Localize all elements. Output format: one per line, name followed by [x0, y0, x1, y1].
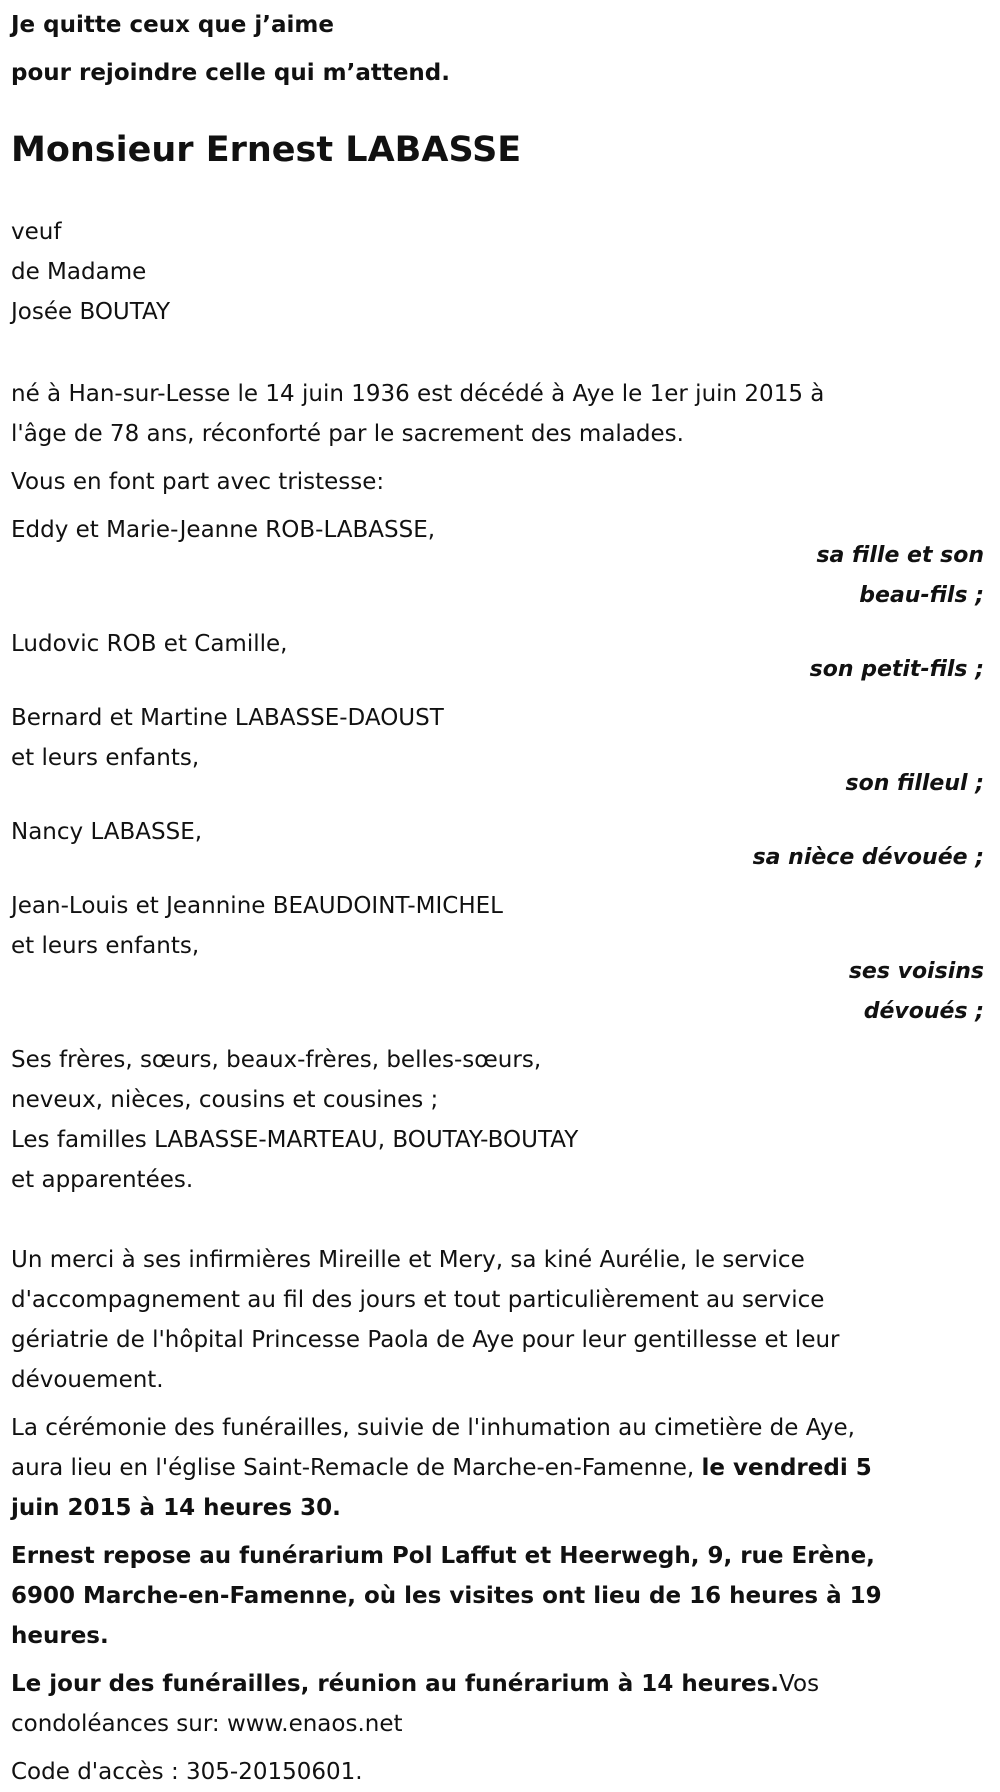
spouse-block — [11, 212, 990, 332]
day-meeting: Le jour des funérailles, réunion au funérarium à 14 heures. — [11, 1671, 780, 1697]
announce-text: Vous en font part avec tristesse: — [11, 469, 385, 495]
relative-name: Nancy LABASSE, — [11, 819, 203, 845]
relative-entry — [11, 886, 990, 1032]
ceremony-location: aura lieu en l'église Saint-Remacle de Marche-en-Famenne, — [11, 1455, 702, 1481]
relative-role — [731, 536, 990, 616]
spouse-line-1: veuf — [11, 219, 62, 245]
relative-role: son petit-fils ; — [809, 657, 984, 682]
access-code: Code d'accès : 305-20150601. — [11, 1759, 363, 1785]
family-line-3: Les familles LABASSE-MARTEAU, BOUTAY-BOUTAY — [11, 1127, 579, 1153]
funeral-day-paragraph — [11, 1664, 990, 1744]
relative-entry — [11, 510, 990, 616]
spouse-line-2: de Madame — [11, 259, 147, 285]
thanks-paragraph — [11, 1240, 990, 1400]
birth-line-1: né à Han-sur-Lesse le 14 juin 1936 est décédé à Aye le 1er juin 2015 à — [11, 381, 825, 407]
family-line-4: et apparentées. — [11, 1167, 194, 1193]
relative-name-line-2: et leurs enfants, — [11, 933, 200, 959]
thanks-line-1: Un merci à ses infirmières Mireille et Mery, sa kiné Aurélie, le service — [11, 1247, 805, 1273]
relative-role: son filleul ; — [845, 771, 984, 796]
day-condolences-start: Vos — [779, 1671, 820, 1697]
spouse-line-3: Josée BOUTAY — [11, 299, 171, 325]
relative-name: Ludovic ROB et Camille, — [11, 631, 288, 657]
family-line-2: neveux, nièces, cousins et cousines ; — [11, 1087, 439, 1113]
repose-line-1: Ernest repose au funérarium Pol Laffut et Heerwegh, 9, rue Erène, — [11, 1543, 875, 1569]
relative-role — [811, 952, 990, 1032]
relative-entry — [11, 624, 990, 690]
thanks-line-2: d'accompagnement au fil des jours et tout particulièrement au service — [11, 1287, 825, 1313]
quote-line-2: pour rejoindre celle qui m’attend. — [11, 60, 451, 86]
quote-line-1: Je quitte ceux que j’aime — [11, 12, 334, 38]
condolences-line: condoléances sur: www.enaos.net — [11, 1711, 403, 1737]
deceased-name: Monsieur Ernest LABASSE — [11, 130, 522, 170]
relative-name-line-2: et leurs enfants, — [11, 745, 200, 771]
ceremony-line-3 — [11, 1488, 990, 1528]
relative-role-line: dévoués ; — [863, 999, 984, 1024]
family-line-1: Ses frères, sœurs, beaux-frères, belles-sœurs, — [11, 1047, 542, 1073]
birth-line-2: l'âge de 78 ans, réconforté par le sacrement des malades. — [11, 421, 684, 447]
relative-name: Bernard et Martine LABASSE-DAOUST — [11, 705, 444, 731]
ceremony-line-2 — [11, 1448, 990, 1488]
relative-name: Eddy et Marie-Jeanne ROB-LABASSE, — [11, 517, 436, 543]
day-line-1 — [11, 1664, 990, 1704]
birth-death-paragraph — [11, 374, 990, 454]
repose-line-2: 6900 Marche-en-Famenne, où les visites ont lieu de 16 heures à 19 — [11, 1583, 882, 1609]
thanks-line-3: gériatrie de l'hôpital Princesse Paola de Aye pour leur gentillesse et leur — [11, 1327, 840, 1353]
relative-role-line: ses voisins — [848, 959, 984, 984]
ceremony-paragraph — [11, 1408, 990, 1528]
repose-line-3: heures. — [11, 1623, 109, 1649]
relative-entry — [11, 812, 990, 878]
ceremony-time: juin 2015 à 14 heures 30. — [11, 1495, 341, 1521]
ceremony-date: le vendredi 5 — [701, 1455, 872, 1481]
thanks-line-4: dévouement. — [11, 1367, 164, 1393]
relative-entry — [11, 698, 990, 804]
repose-paragraph — [11, 1536, 990, 1656]
relative-role-line: beau-fils ; — [859, 583, 984, 608]
relative-role: sa nièce dévouée ; — [752, 845, 984, 870]
ceremony-line-1: La cérémonie des funérailles, suivie de l'inhumation au cimetière de Aye, — [11, 1415, 855, 1441]
relative-role-line: sa fille et son — [816, 543, 984, 568]
relative-name: Jean-Louis et Jeannine BEAUDOINT-MICHEL — [11, 893, 503, 919]
epitaph-quote — [11, 0, 990, 97]
extended-family — [11, 1040, 990, 1200]
